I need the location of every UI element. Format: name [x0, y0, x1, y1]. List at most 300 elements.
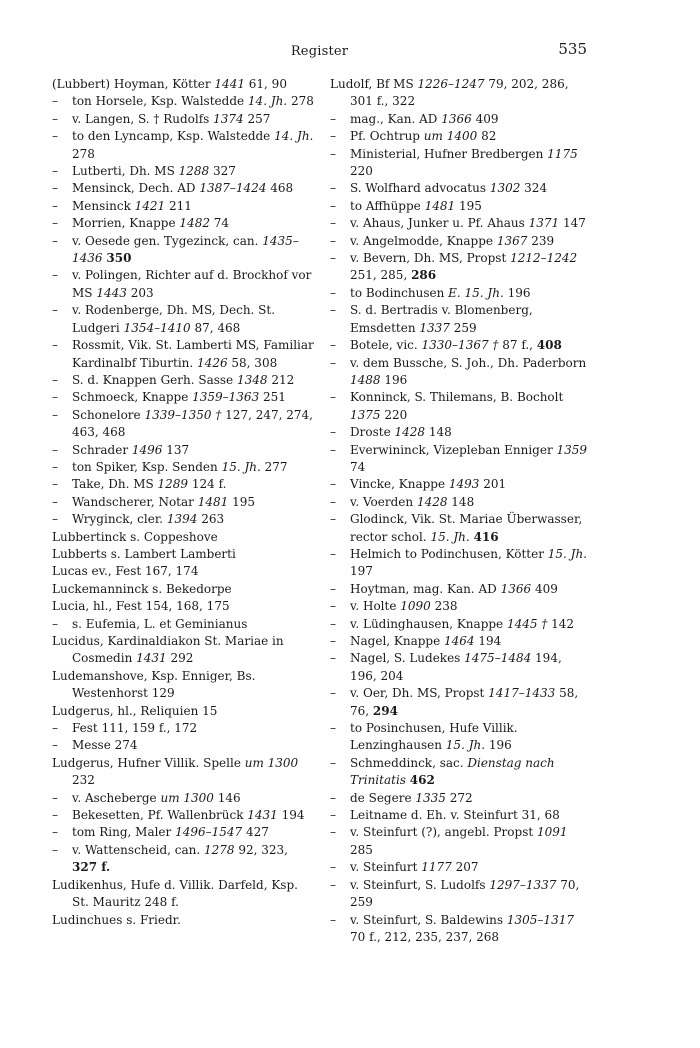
entry-text: 211: [165, 198, 192, 213]
entry-text: 251, 285,: [350, 268, 412, 283]
entry-text: 124 f.: [188, 477, 227, 492]
entry-text: 142: [547, 616, 575, 631]
entry-text: 1475–1484: [464, 651, 532, 666]
continuation-dash: –: [330, 808, 336, 823]
continuation-dash: –: [330, 390, 336, 405]
index-entry: [52, 737, 314, 754]
continuation-dash: –: [330, 146, 336, 161]
entry-text: 79, 202, 286, 301 f., 322: [350, 77, 569, 109]
entry-text: 327 f.: [72, 860, 111, 875]
continuation-dash: –: [330, 546, 336, 561]
entry-text: S. d. Knappen Gerh. Sasse: [72, 372, 237, 387]
entry-text: 1289: [157, 477, 189, 492]
index-entry: [52, 755, 314, 790]
entry-text: 127, 247, 274, 463, 468: [72, 407, 313, 440]
entry-text: 1359: [556, 442, 588, 457]
index-entry: [330, 581, 590, 598]
continuation-dash: –: [52, 721, 58, 736]
continuation-dash: –: [52, 233, 58, 248]
entry-text: 1417–1433: [488, 686, 556, 701]
entry-text: 1431: [136, 651, 167, 666]
index-entry: [330, 389, 590, 424]
entry-text: v. Oesede gen. Tygezinck, can.: [72, 233, 263, 248]
continuation-dash: –: [330, 355, 336, 370]
entry-text: to Bodinchusen: [350, 285, 449, 300]
index-entry: [330, 442, 590, 477]
index-entry: [330, 233, 590, 250]
entry-text: v. Rodenberge, Dh. MS, Dech. St. Ludgeri: [72, 303, 276, 335]
index-entry: [52, 215, 314, 232]
entry-text: Lubbertinck s. Coppeshove: [52, 529, 218, 544]
continuation-dash: –: [52, 442, 58, 457]
entry-text: Mensinck: [72, 198, 135, 213]
entry-text: 61, 90: [244, 77, 287, 91]
entry-text: 259: [449, 320, 477, 335]
entry-text: Bekesetten, Pf. Wallenbrück: [72, 808, 248, 823]
entry-text: 1297–1337: [489, 877, 557, 892]
index-entry: [330, 180, 590, 197]
index-entry: [52, 93, 314, 110]
entry-text: 87 f.,: [498, 338, 537, 353]
entry-text: 409: [471, 111, 499, 126]
index-entry: [52, 790, 314, 807]
entry-text: 15. Jh.: [445, 738, 486, 753]
entry-text: 1394: [166, 512, 198, 527]
index-entry: [52, 824, 314, 841]
entry-text: 196: [485, 738, 512, 753]
entry-text: v. dem Bussche, S. Joh., Dh. Paderborn: [350, 355, 587, 370]
entry-text: v. Wattenscheid, can.: [72, 842, 204, 857]
entry-text: 1375: [350, 407, 381, 422]
entry-text: 285: [350, 842, 373, 857]
index-entry: [330, 598, 590, 615]
continuation-dash: –: [52, 390, 58, 405]
entry-text: 1441: [214, 77, 245, 91]
entry-text: 194: [277, 808, 305, 823]
index-entry: [52, 546, 314, 563]
continuation-dash: –: [330, 860, 336, 875]
entry-text: 70 f., 212, 235, 237, 268: [350, 929, 500, 944]
index-entry: [52, 442, 314, 459]
entry-text: v. Steinfurt, S. Baldewins: [350, 912, 507, 927]
entry-text: 1339–1350 †: [144, 407, 222, 422]
continuation-dash: –: [330, 303, 336, 318]
entry-text: 74: [209, 216, 230, 231]
continuation-dash: –: [330, 651, 336, 666]
index-entry: [52, 111, 314, 128]
entry-text: Nagel, S. Ludekes: [350, 651, 465, 666]
index-entry: [52, 476, 314, 493]
entry-text: mag., Kan. AD: [350, 111, 442, 126]
entry-text: 251: [259, 390, 286, 405]
entry-text: tom Ring, Maler: [72, 825, 176, 840]
entry-text: Droste: [350, 425, 395, 440]
entry-text: Wryginck, cler.: [72, 512, 167, 527]
entry-text: 220: [380, 407, 408, 422]
index-entry: [52, 877, 314, 912]
index-entry: [52, 337, 314, 372]
entry-text: Lubberts s. Lambert Lamberti: [52, 546, 236, 561]
entry-text: 350: [106, 251, 132, 266]
continuation-dash: –: [330, 599, 336, 614]
entry-text: 82: [477, 129, 497, 144]
continuation-dash: –: [330, 251, 336, 266]
entry-text: 195: [228, 494, 255, 509]
continuation-dash: –: [330, 338, 336, 353]
page-number: 535: [558, 40, 587, 58]
index-entry: [330, 546, 590, 581]
entry-text: 201: [479, 477, 507, 492]
index-entry: [330, 859, 590, 876]
entry-text: 1337: [419, 320, 450, 335]
entry-text: to Posinchusen, Hufe Villik. Lenzinghausen: [350, 721, 518, 753]
entry-text: Vincke, Knappe: [350, 477, 449, 492]
index-entry: [330, 355, 590, 390]
entry-text: 195: [455, 198, 482, 213]
entry-text: 292: [166, 651, 194, 666]
index-entry: [330, 807, 590, 824]
index-entry: [330, 616, 590, 633]
index-entry: [52, 459, 314, 476]
index-entry: [330, 877, 590, 912]
continuation-dash: –: [330, 442, 336, 457]
entry-text: 1488: [350, 372, 381, 387]
page-header: [52, 40, 587, 60]
entry-text: to den Lyncamp, Ksp. Walstedde: [72, 129, 275, 144]
entry-text: 197: [350, 564, 373, 579]
continuation-dash: –: [52, 338, 58, 353]
index-entry: [52, 807, 314, 824]
continuation-dash: –: [330, 686, 336, 701]
entry-text: 1177: [421, 860, 452, 875]
entry-text: 1374: [213, 111, 244, 126]
entry-text: 257: [243, 111, 271, 126]
entry-text: Lucia, hl., Fest 154, 168, 175: [52, 599, 230, 614]
index-entry: [330, 215, 590, 232]
entry-text: um 1300: [244, 755, 299, 770]
entry-text: Dienstag nach Trinitatis: [350, 755, 555, 788]
entry-text: 58, 76,: [350, 686, 579, 718]
index-entry: [52, 581, 314, 598]
continuation-dash: –: [330, 198, 336, 213]
entry-text: 232: [72, 773, 95, 788]
index-entry: [52, 198, 314, 215]
entry-text: 1367: [496, 233, 528, 248]
continuation-dash: –: [52, 407, 58, 422]
continuation-dash: –: [330, 494, 336, 509]
entry-text: 58, 308: [227, 355, 278, 370]
entry-text: 239: [527, 233, 555, 248]
continuation-dash: –: [52, 512, 58, 527]
entry-text: Nagel, Knappe: [350, 634, 445, 648]
entry-text: 1481: [424, 198, 456, 213]
continuation-dash: –: [52, 459, 58, 474]
entry-text: 324: [520, 181, 548, 196]
index-entry: [330, 476, 590, 493]
index-entry: [52, 389, 314, 406]
entry-text: Take, Dh. MS: [72, 477, 158, 492]
entry-text: 207: [451, 860, 479, 875]
entry-text: Botele, vic.: [350, 338, 422, 353]
entry-text: 1481: [197, 494, 229, 509]
entry-text: v. Polingen, Richter auf d. Brockhof vor MS: [72, 268, 312, 300]
index-entry: [330, 128, 590, 145]
continuation-dash: –: [52, 808, 58, 823]
index-entry: [330, 285, 590, 302]
entry-text: Lucidus, Kardinaldiakon St. Mariae in Cosmedin: [52, 634, 284, 666]
index-entry: [330, 720, 590, 755]
entry-text: v. Steinfurt, S. Ludolfs: [350, 877, 490, 892]
index-entry: [52, 668, 314, 703]
entry-text: 1091: [537, 825, 568, 840]
continuation-dash: –: [330, 216, 336, 231]
entry-text: 146: [213, 790, 241, 805]
continuation-dash: –: [52, 216, 58, 231]
continuation-dash: –: [52, 268, 58, 283]
continuation-dash: –: [330, 233, 336, 248]
entry-text: s. Eufemia, L. et Geminianus: [72, 616, 248, 631]
entry-text: 194, 196, 204: [350, 651, 562, 683]
index-column-right: [330, 76, 590, 946]
entry-text: Hoytman, mag. Kan. AD: [350, 581, 501, 596]
continuation-dash: –: [330, 721, 336, 736]
entry-text: 278: [72, 146, 95, 161]
entry-text: Leitname d. Eh. v. Steinfurt 31, 68: [350, 808, 560, 823]
index-entry: [52, 842, 314, 877]
entry-text: Schrader: [72, 442, 132, 457]
index-entry: [330, 650, 590, 685]
entry-text: 1371: [528, 216, 560, 231]
entry-text: 462: [409, 773, 435, 788]
entry-text: 15. Jh.: [547, 546, 588, 561]
entry-text: v. Ahaus, Junker u. Pf. Ahaus: [350, 216, 529, 231]
entry-text: Schmoeck, Knappe: [72, 390, 193, 405]
entry-text: 196: [503, 285, 531, 300]
entry-text: (Lubbert) Hoyman, Kötter: [52, 77, 215, 91]
entry-text: 14. Jh.: [247, 94, 288, 109]
entry-text: to Affhüppe: [350, 198, 425, 213]
entry-text: 1496: [131, 442, 163, 457]
entry-text: Rossmit, Vik. St. Lamberti MS, Familiar Kardinalbf Tiburtin.: [72, 338, 314, 370]
entry-text: 1212–1242: [510, 251, 578, 266]
entry-text: v. Voerden: [350, 494, 417, 509]
continuation-dash: –: [52, 111, 58, 126]
entry-text: 92, 323,: [234, 842, 288, 857]
continuation-dash: –: [330, 512, 336, 527]
index-entry: [330, 494, 590, 511]
entry-text: v. Lüdinghausen, Knappe: [350, 616, 507, 631]
entry-text: 1226–1247: [417, 77, 485, 91]
index-entry: [52, 912, 314, 929]
entry-text: 1387–1424: [199, 181, 267, 196]
entry-text: Helmich to Podinchusen, Kötter: [350, 546, 548, 561]
entry-text: Konninck, S. Thilemans, B. Bocholt: [350, 390, 564, 405]
continuation-dash: –: [52, 477, 58, 492]
entry-text: 277: [260, 459, 288, 474]
entry-text: 1354–1410: [123, 320, 191, 335]
entry-text: v. Steinfurt (?), angebl. Propst: [350, 825, 537, 840]
entry-text: Schmeddinck, sac.: [350, 755, 468, 770]
entry-text: 1435–1436: [72, 233, 299, 266]
entry-text: 294: [372, 703, 398, 718]
continuation-dash: –: [330, 111, 336, 126]
entry-text: 468: [266, 181, 294, 196]
continuation-dash: –: [330, 790, 336, 805]
index-entry: [330, 146, 590, 181]
index-entry: [52, 233, 314, 268]
entry-text: Morrien, Knappe: [72, 216, 180, 231]
entry-text: Ludolf, Bf MS: [330, 77, 418, 91]
entry-text: 1366: [441, 111, 472, 126]
entry-text: 1428: [394, 425, 426, 440]
continuation-dash: –: [52, 790, 58, 805]
entry-text: S. Wolfhard advocatus: [350, 181, 490, 196]
entry-text: Everwininck, Vizepleban Enniger: [350, 442, 557, 457]
index-entry: [52, 128, 314, 163]
entry-text: 196: [380, 372, 408, 387]
continuation-dash: –: [330, 912, 336, 927]
entry-text: Glodinck, Vik. St. Mariae Überwasser, rector schol.: [350, 512, 583, 544]
entry-text: de Segere: [350, 790, 416, 805]
entry-text: 409: [531, 581, 558, 596]
entry-text: v. Angelmodde, Knappe: [350, 233, 497, 248]
entry-text: Messe 274: [72, 738, 138, 753]
entry-text: Ludgerus, Hufner Villik. Spelle: [52, 755, 245, 770]
entry-text: 148: [447, 494, 475, 509]
continuation-dash: –: [330, 285, 336, 300]
entry-text: Fest 111, 159 f., 172: [72, 721, 198, 736]
continuation-dash: –: [52, 825, 58, 840]
continuation-dash: –: [330, 634, 336, 648]
entry-text: 1175: [547, 146, 578, 161]
entry-text: Ministerial, Hufner Bredbergen: [350, 146, 548, 161]
continuation-dash: –: [330, 755, 336, 770]
continuation-dash: –: [330, 425, 336, 440]
index-entry: [330, 424, 590, 441]
entry-text: 1359–1363: [192, 390, 260, 405]
index-entry: [52, 267, 314, 302]
index-entry: [330, 302, 590, 337]
index-entry: [330, 912, 590, 947]
continuation-dash: –: [330, 129, 336, 144]
index-entry: [52, 563, 314, 580]
entry-text: um 1400: [423, 129, 478, 144]
entry-text: 1366: [500, 581, 532, 596]
continuation-dash: –: [52, 494, 58, 509]
entry-text: v. Holte: [350, 599, 401, 614]
entry-text: ton Spiker, Ksp. Senden: [72, 459, 222, 474]
index-entry: [330, 111, 590, 128]
entry-text: 87, 468: [190, 320, 241, 335]
index-entry: [330, 824, 590, 859]
entry-text: 1335: [415, 790, 446, 805]
entry-text: 74: [350, 459, 366, 474]
continuation-dash: –: [52, 181, 58, 196]
index-entry: [52, 163, 314, 180]
entry-text: v. Ascheberge: [72, 790, 161, 805]
index-entry: [52, 302, 314, 337]
index-entry: [52, 76, 314, 93]
running-title: Register: [290, 44, 349, 59]
entry-text: 15. Jh.: [221, 459, 261, 474]
entry-text: 1330–1367 †: [421, 338, 499, 353]
entry-text: 263: [197, 512, 225, 527]
index-entry: [52, 511, 314, 528]
index-entry: [52, 529, 314, 546]
entry-text: 15. Jh.: [430, 529, 470, 544]
entry-text: Luckemanninck s. Bekedorpe: [52, 581, 232, 596]
index-entry: [330, 790, 590, 807]
entry-text: 1288: [178, 164, 210, 179]
entry-text: v. Steinfurt: [350, 860, 422, 875]
entry-text: um 1300: [160, 790, 214, 805]
continuation-dash: –: [52, 372, 58, 387]
entry-text: Ludemanshove, Ksp. Enniger, Bs. Westenhorst 129: [52, 668, 256, 701]
entry-text: 1348: [236, 372, 268, 387]
entry-text: 1496–1547: [175, 825, 243, 840]
entry-text: Mensinck, Dech. AD: [72, 181, 200, 196]
continuation-dash: –: [330, 581, 336, 596]
entry-text: 147: [559, 216, 586, 231]
entry-text: 427: [242, 825, 269, 840]
entry-text: Ludinchues s. Friedr.: [52, 912, 181, 927]
index-entry: [52, 703, 314, 720]
continuation-dash: –: [52, 616, 58, 631]
entry-text: 1482: [179, 216, 210, 231]
index-entry: [330, 685, 590, 720]
entry-text: 327: [209, 164, 236, 179]
index-entry: [52, 494, 314, 511]
entry-text: Ludikenhus, Hufe d. Villik. Darfeld, Ksp. St. Mauritz 248 f.: [52, 877, 298, 910]
entry-text: 1426: [197, 355, 228, 370]
continuation-dash: –: [52, 303, 58, 318]
index-entry: [52, 372, 314, 389]
entry-text: 203: [126, 285, 154, 300]
index-entry: [330, 755, 590, 790]
entry-text: 272: [445, 790, 473, 805]
entry-text: 137: [162, 442, 190, 457]
entry-text: 1464: [444, 634, 475, 648]
entry-text: Pf. Ochtrup: [350, 129, 424, 144]
continuation-dash: –: [330, 877, 336, 892]
entry-text: 70, 259: [350, 877, 580, 910]
entry-text: 1302: [489, 181, 521, 196]
entry-text: 408: [536, 338, 562, 353]
continuation-dash: –: [52, 164, 58, 179]
continuation-dash: –: [330, 181, 336, 196]
entry-text: ton Horsele, Ksp. Walstedde: [72, 94, 248, 109]
index-entry: [330, 337, 590, 354]
entry-text: Lucas ev., Fest 167, 174: [52, 564, 199, 579]
index-entry: [52, 180, 314, 197]
index-entry: [52, 407, 314, 442]
index-entry: [52, 598, 314, 615]
continuation-dash: –: [52, 738, 58, 753]
entry-text: E. 15. Jh.: [448, 285, 504, 300]
entry-text: 1305–1317: [506, 912, 574, 927]
entry-text: 220: [350, 164, 373, 179]
entry-text: 278: [287, 94, 314, 109]
index-entry: [330, 76, 590, 111]
entry-text: 1493: [448, 477, 480, 492]
entry-text: 1090: [400, 599, 431, 614]
index-entry: [52, 633, 314, 668]
entry-text: 1428: [416, 494, 448, 509]
entry-text: v. Oer, Dh. MS, Propst: [350, 686, 489, 701]
entry-text: 1278: [204, 842, 235, 857]
entry-text: Schonelore: [72, 407, 145, 422]
continuation-dash: –: [330, 825, 336, 840]
